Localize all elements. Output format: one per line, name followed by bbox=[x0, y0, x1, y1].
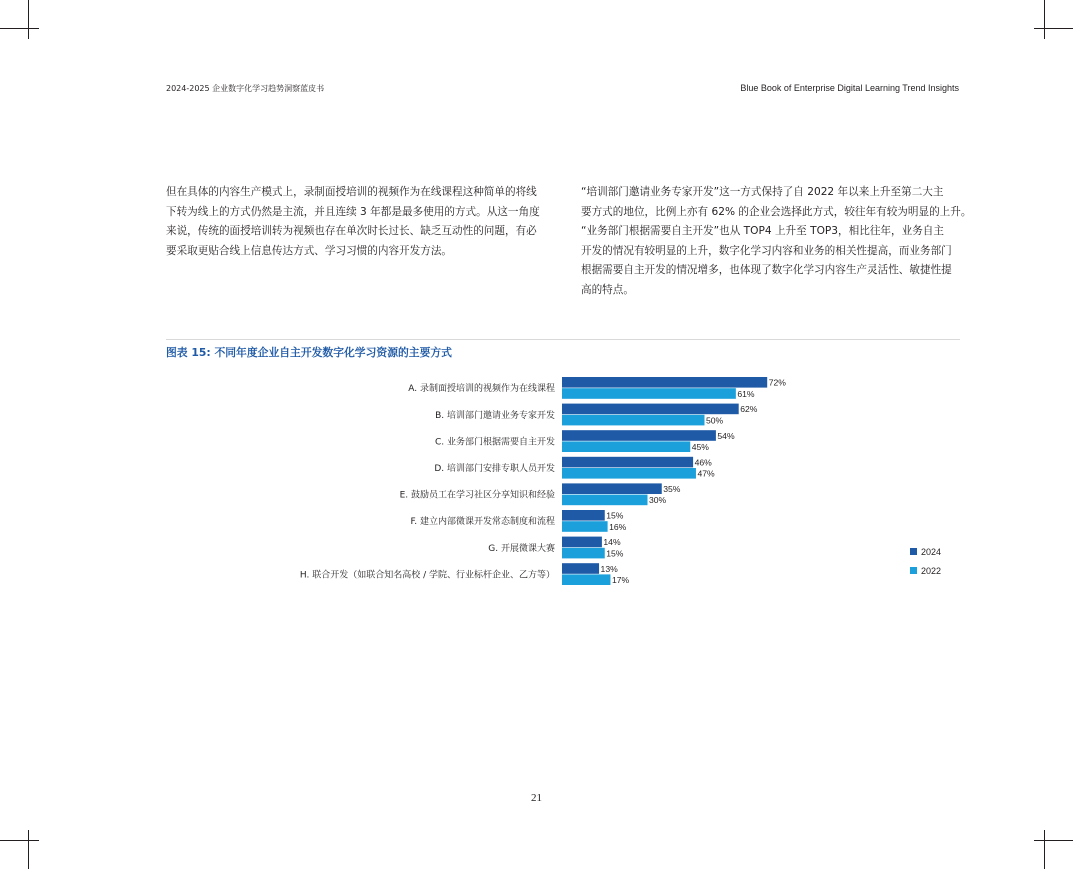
bar-2024 bbox=[562, 404, 739, 415]
page-number: 21 bbox=[531, 792, 542, 804]
data-label: 16% bbox=[609, 521, 627, 532]
category-label: B. 培训部门邀请业务专家开发 bbox=[435, 410, 555, 421]
bar-2022 bbox=[562, 495, 648, 506]
legend-swatch bbox=[910, 548, 917, 555]
bar-2024 bbox=[562, 537, 602, 548]
category-label: E. 鼓励员工在学习社区分享知识和经验 bbox=[399, 490, 555, 501]
paragraph-line: 开发的情况有较明显的上升，数字化学习内容和业务的相关性提高，而业务部门 bbox=[581, 244, 952, 257]
data-label: 50% bbox=[706, 415, 724, 426]
bar-2022 bbox=[562, 415, 705, 426]
paragraph-line: 要采取更贴合线上信息传达方式、学习习惯的内容开发方法。 bbox=[166, 244, 453, 257]
category-label: A. 录制面授培训的视频作为在线课程 bbox=[408, 384, 555, 395]
data-label: 62% bbox=[740, 404, 758, 415]
bar-2022 bbox=[562, 548, 605, 559]
paragraph-line: 高的特点。 bbox=[581, 283, 634, 296]
paragraph-line: 根据需要自主开发的情况增多，也体现了数字化学习内容生产灵活性、敏捷性提 bbox=[581, 264, 952, 276]
data-label: 17% bbox=[611, 575, 630, 585]
category-label: F. 建立内部微课开发常态制度和流程 bbox=[410, 517, 555, 528]
category-label: H. 联合开发（如联合知名高校 / 学院、行业标杆企业、乙方等） bbox=[299, 570, 555, 581]
legend-label: 2024 bbox=[921, 547, 942, 557]
data-label: 13% bbox=[600, 563, 618, 574]
figure-title: 图表 15: 不同年度企业自主开发数字化学习资源的主要方式 bbox=[166, 346, 452, 359]
legend-swatch bbox=[910, 567, 917, 574]
data-label: 35% bbox=[663, 484, 681, 494]
bar-2024 bbox=[562, 483, 662, 494]
bar-2022 bbox=[562, 441, 690, 452]
paragraph-line: 下转为线上的方式仍然是主流，并且连续 3 年都是最多使用的方式。从这一角度 bbox=[166, 205, 540, 218]
paragraph-line: “培训部门邀请业务专家开发”这一方式保持了自 2022 年以来上升至第二大主 bbox=[581, 186, 944, 198]
data-label: 61% bbox=[737, 388, 755, 399]
legend-label: 2022 bbox=[921, 566, 942, 576]
paragraph-line: 要方式的地位，比例上亦有 62% 的企业会选择此方式，较往年有较为明显的上升。 bbox=[581, 205, 972, 218]
data-label: 45% bbox=[691, 442, 709, 452]
data-label: 30% bbox=[649, 495, 667, 506]
category-label: C. 业务部门根据需要自主开发 bbox=[434, 437, 555, 448]
category-label: G. 开展微课大赛 bbox=[488, 543, 555, 554]
bar-2024 bbox=[562, 377, 767, 388]
paragraph-line: 但在具体的内容生产模式上，录制面授培训的视频作为在线课程这种简单的将线 bbox=[166, 186, 537, 198]
bar-2024 bbox=[562, 457, 693, 468]
data-label: 46% bbox=[694, 457, 712, 468]
data-label: 14% bbox=[603, 537, 621, 548]
data-label: 15% bbox=[606, 510, 624, 521]
bar-2022 bbox=[562, 468, 696, 479]
running-header-right: Blue Book of Enterprise Digital Learning Trend Insights bbox=[740, 83, 959, 93]
paragraph-line: 来说，传统的面授培训转为视频也存在单次时长过长、缺乏互动性的问题，有必 bbox=[166, 225, 537, 237]
bar-2024 bbox=[562, 563, 599, 574]
running-header-left: 2024-2025 企业数字化学习趋势洞察蓝皮书 bbox=[166, 84, 325, 93]
bar-2022 bbox=[562, 388, 736, 399]
bar-2024 bbox=[562, 510, 605, 521]
data-label: 72% bbox=[768, 377, 786, 388]
bar-2022 bbox=[562, 574, 610, 585]
paragraph-line: “业务部门根据需要自主开发”也从 TOP4 上升至 TOP3，相比往年，业务自主 bbox=[581, 225, 944, 237]
category-label: D. 培训部门安排专职人员开发 bbox=[434, 464, 555, 474]
data-label: 54% bbox=[717, 430, 735, 441]
bar-2024 bbox=[562, 430, 716, 441]
data-label: 15% bbox=[606, 548, 624, 559]
data-label: 47% bbox=[697, 468, 715, 479]
bar-2022 bbox=[562, 521, 608, 532]
